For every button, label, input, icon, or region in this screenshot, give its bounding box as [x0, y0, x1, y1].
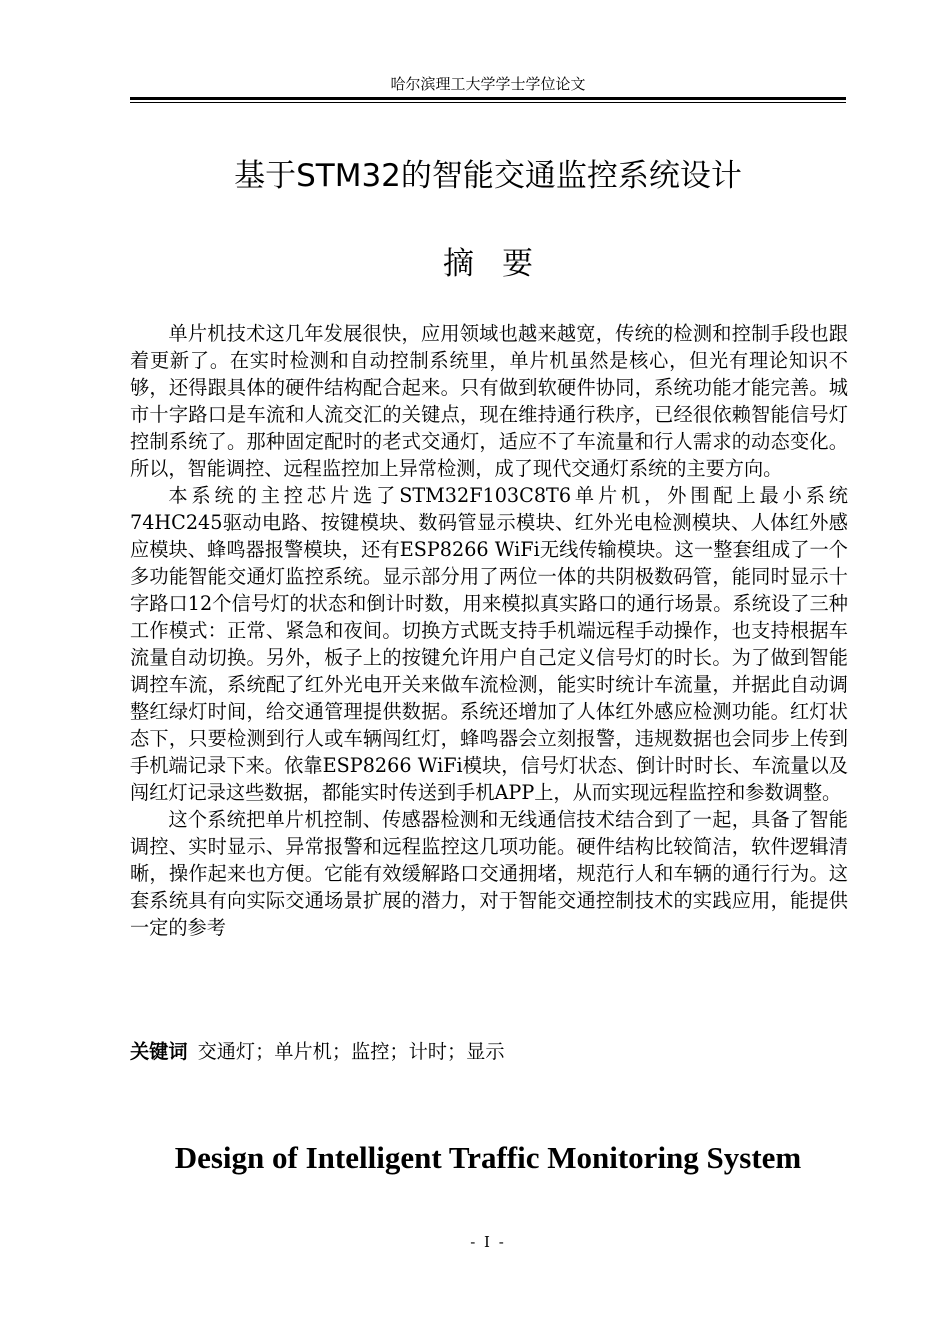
keywords-label: 关键词 [130, 1040, 188, 1063]
abstract-paragraph-2: 本系统的主控芯片选了STM32F103C8T6单片机，外围配上最小系统74HC245驱动电路、按键模块、数码管显示模块、红外光电检测模块、人体红外感应模块、蜂鸣器报警模块，还有ESP8266 WiFi无线传输模块。这一整套组成了一个多功能智能交通灯监控系统。显示部分用了两位一体的共阴极数码管，能同时显示十字路口12个信号灯的状态和倒计时数，用来模拟真实路口的通行场景。系统设了三种工作模式：正常、紧急和夜间。切换方式既支持手机端远程手动操作，也支持根据车流量自动切换。另外，板子上的按键允许用户自己定义信号灯的时长。为了做到智能调控车流，系统配了红外光电开关来做车流检测，能实时统计车流量，并据此自动调整红绿灯时间，给交通管理提供数据。系统还增加了人体红外感应检测功能。红灯状态下，只要检测到行人或车辆闯红灯，蜂鸣器会立刻报警，违规数据也会同步上传到手机端记录下来。依靠ESP8266 WiFi模块，信号灯状态、倒计时时长、车流量以及闯红灯记录这些数据，都能实时传送到手机APP上，从而实现远程监控和参数调整。 [130, 484, 848, 804]
chinese-title: 基于STM32的智能交通监控系统设计 [234, 158, 742, 194]
page-number: - I - [470, 1233, 506, 1251]
abstract-heading: 摘要 [443, 246, 561, 282]
abstract-paragraph-3: 这个系统把单片机控制、传感器检测和无线通信技术结合到了一起，具备了智能调控、实时显示、异常报警和远程监控这几项功能。硬件结构比较简洁，软件逻辑清晰，操作起来也方便。它能有效缓解路口交通拥堵，规范行人和车辆的通行行为。这套系统具有向实际交通场景扩展的潜力，对于智能交通控制技术的实践应用，能提供一定的参考 [130, 808, 848, 939]
keywords-line [130, 1038, 846, 1065]
english-title: Design of Intelligent Traffic Monitoring System [174, 1140, 802, 1175]
running-header: 哈尔滨理工大学学士学位论文 [390, 75, 586, 93]
header-rule-thick [130, 97, 846, 100]
keywords-text: 交通灯；单片机；监控；计时；显示 [197, 1040, 505, 1063]
abstract-paragraph-1: 单片机技术这几年发展很快，应用领域也越来越宽，传统的检测和控制手段也跟着更新了。在实时检测和自动控制系统里，单片机虽然是核心，但光有理论知识不够，还得跟具体的硬件结构配合起来。只有做到软硬件协同，系统功能才能完善。城市十字路口是车流和人流交汇的关键点，现在维持通行秩序，已经很依赖智能信号灯控制系统了。那种固定配时的老式交通灯，适应不了车流量和行人需求的动态变化。所以，智能调控、远程监控加上异常检测，成了现代交通灯系统的主要方向。 [130, 322, 848, 480]
header-rule-thin [130, 102, 846, 103]
abstract-body [130, 320, 848, 941]
